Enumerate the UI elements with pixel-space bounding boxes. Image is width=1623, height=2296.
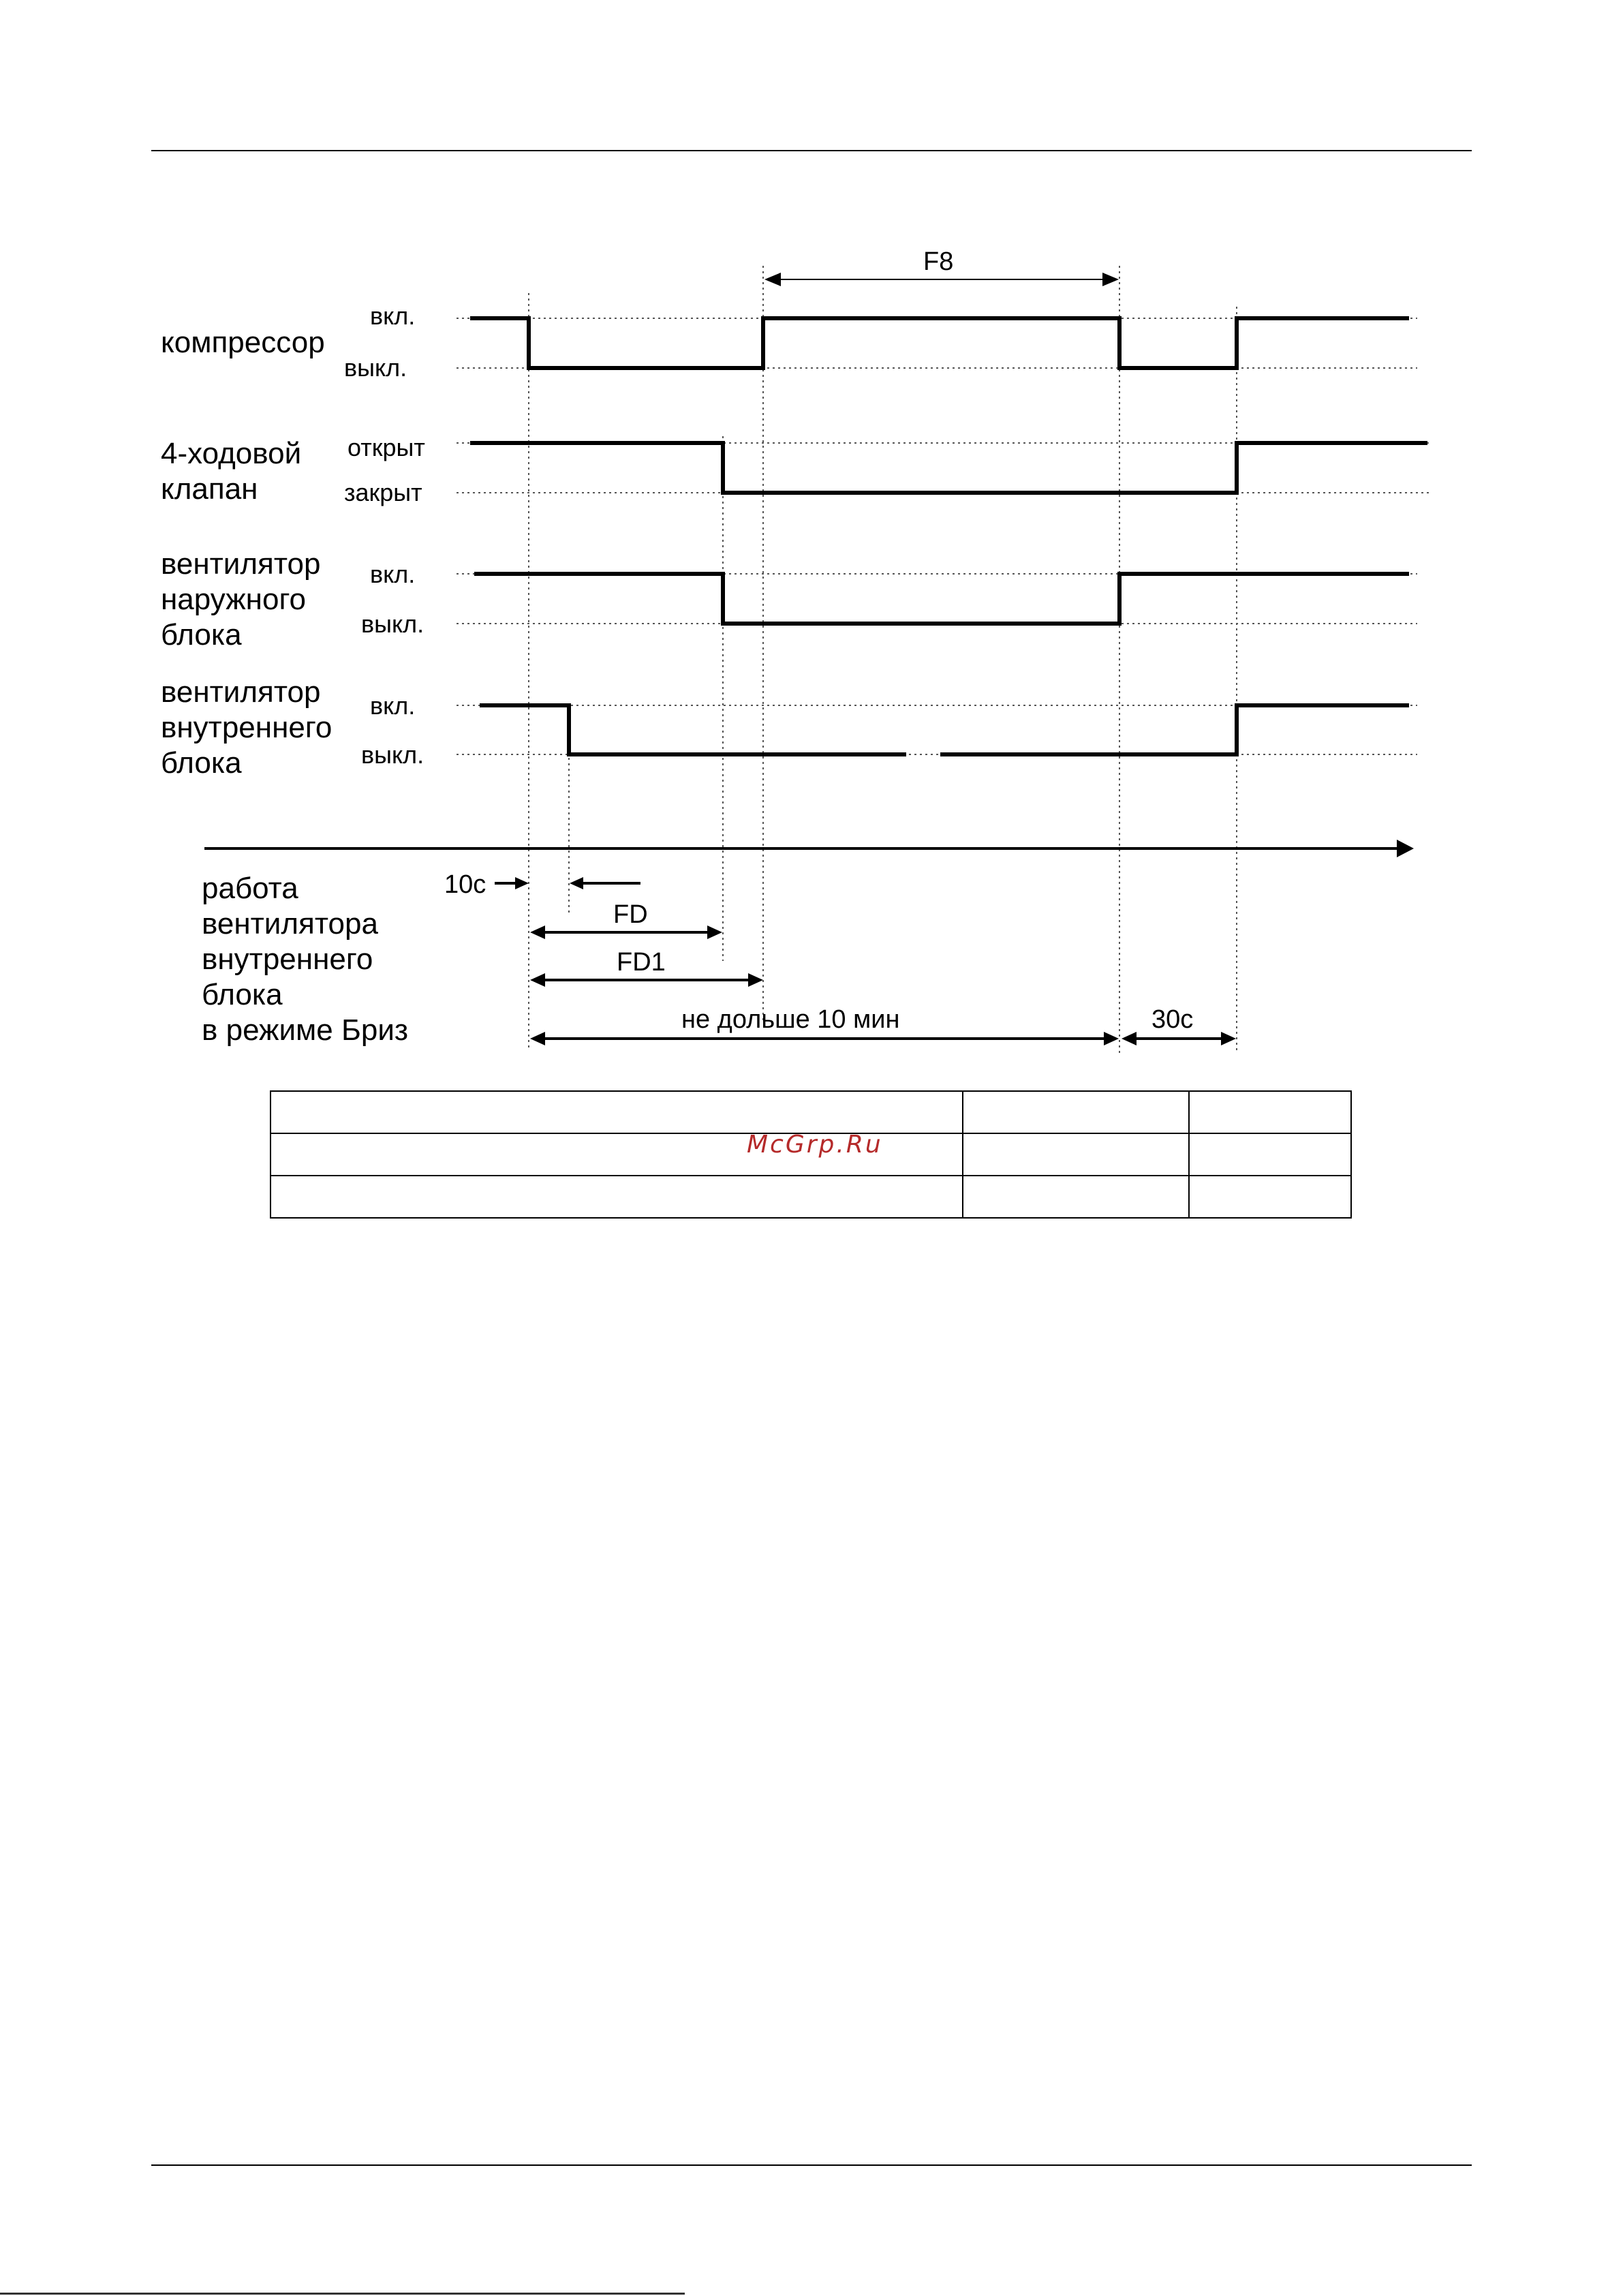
waveforms (470, 318, 1427, 754)
row-label-indoor-fan: вентилятор внутреннего блока (161, 675, 333, 780)
state-off-outdoor-fan: выкл. (361, 610, 424, 638)
row-label-compressor: компрессор (161, 326, 325, 359)
guide-lines (457, 266, 1431, 1053)
valve-waveform (470, 443, 1427, 493)
compressor-waveform (470, 318, 1409, 368)
watermark: McGrp.Ru (747, 1131, 883, 1159)
interval-arrows (495, 273, 1236, 1045)
label-fd1: FD1 (617, 948, 666, 977)
bottom-label: работа вентилятора внутреннего блока в режиме Бриз (202, 872, 409, 1047)
label-f8: F8 (923, 247, 954, 276)
indoor-fan-waveform-cont (940, 705, 1409, 754)
outdoor-fan-waveform (474, 574, 1409, 624)
state-on-outdoor-fan: вкл. (370, 560, 416, 588)
label-30s: 30с (1151, 1005, 1194, 1034)
state-on-compressor: вкл. (370, 302, 416, 330)
label-fd: FD (613, 900, 648, 929)
state-off-valve: закрыт (344, 478, 422, 506)
time-axis (204, 840, 1414, 857)
label-10s: 10с (444, 870, 486, 899)
state-on-indoor-fan: вкл. (370, 692, 416, 720)
state-on-valve: открыт (347, 433, 425, 461)
indoor-fan-waveform (480, 705, 906, 754)
row-label-valve: 4-ходовой клапан (161, 437, 302, 506)
state-off-indoor-fan: выкл. (361, 741, 424, 769)
table-row (270, 1176, 1351, 1218)
row-label-outdoor-fan: вентилятор наружного блока (161, 547, 321, 652)
interval-labels (444, 247, 1193, 1034)
footer-rule (151, 2164, 1472, 2166)
table-row (270, 1091, 1351, 1133)
bottom-edge-rule (0, 2293, 685, 2295)
state-labels (344, 302, 425, 769)
state-off-compressor: выкл. (344, 354, 407, 382)
label-max-10-min: не дольше 10 мин (681, 1005, 900, 1034)
timing-diagram (0, 0, 1623, 1077)
